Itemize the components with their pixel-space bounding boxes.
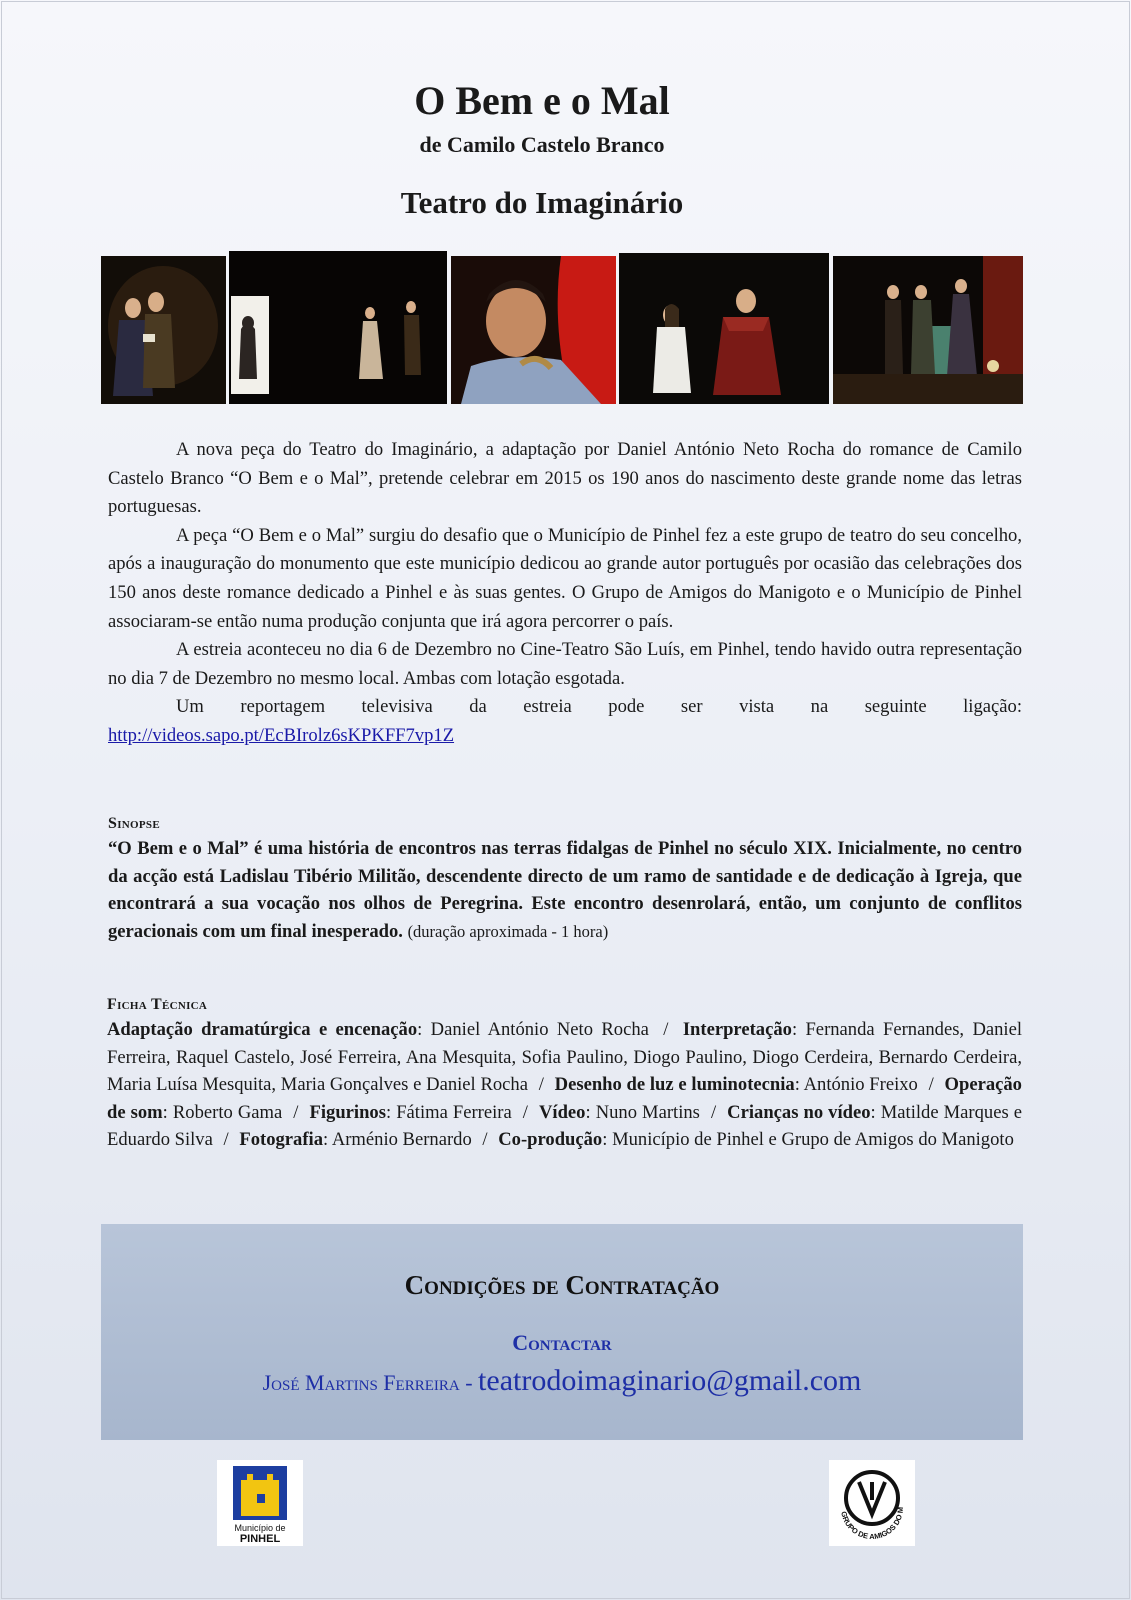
credit-role: Vídeo xyxy=(538,1101,586,1123)
credit-role: Figurinos xyxy=(309,1101,386,1123)
intro-paragraph-3: A estreia aconteceu no dia 6 de Dezembro no Cine-Teatro São Luís, em Pinhel, tendo havido outra representação no dia 7 de Dezembro no mesmo local. Ambas com lotação esgotada. xyxy=(108,639,1022,689)
credit-separator: / xyxy=(663,1019,669,1040)
credit-item: Figurinos: Fátima Ferreira xyxy=(309,1101,512,1123)
pinhel-logo xyxy=(217,1460,303,1546)
credit-names: Arménio Bernardo xyxy=(331,1129,472,1150)
credit-names: Roberto Gama xyxy=(172,1101,283,1123)
credit-separator: / xyxy=(928,1074,934,1095)
contact-label: Contactar xyxy=(512,1330,612,1355)
contact-dash: - xyxy=(459,1370,479,1395)
contract-heading: Condições de Contratação xyxy=(404,1270,720,1300)
video-link[interactable]: http://videos.sapo.pt/EcBIrolz6sKPKFF7vp1Z xyxy=(108,724,455,746)
ficha-heading: Ficha Técnica xyxy=(107,996,208,1013)
credit-item: Adaptação dramatúrgica e encenação: Daniel António Neto Rocha xyxy=(107,1019,649,1040)
page-subtitle: de Camilo Castelo Branco xyxy=(419,132,665,157)
credit-role: Interpretação xyxy=(682,1019,792,1040)
credit-item: Co-produção: Município de Pinhel e Grupo de Amigos do Manigoto xyxy=(498,1129,1014,1150)
intro-paragraph-2: A peça “O Bem e o Mal” surgiu do desafio que o Município de Pinhel fez a este grupo de teatro do seu concelho, após a inauguração do monumento que este município dedicou ao grande autor português por ocasião das celebrações dos 150 anos deste romance dedicado a Pinhel e às suas gentes. O Grupo de Amigos do Manigoto e o Município de Pinhel associaram-se então numa produção conjunta que irá agora percorrer o país. xyxy=(108,524,1022,632)
stage-photo-5 xyxy=(833,256,1023,404)
credit-item: Interpretação: Fernanda Fernandes, Daniel Ferreira, Raquel Castelo, José Ferreira, Ana Mesquita, Sofia Paulino, Diogo Paulino, Diogo Cerdeira, Bernardo Cerdeira, Maria Luísa Mesquita, Maria Gonçalves e Daniel Rocha xyxy=(107,1019,1023,1095)
credit-separator: / xyxy=(522,1101,528,1123)
credit-names: Fernanda Fernandes, Daniel Ferreira, Raquel Castelo, José Ferreira, Ana Mesquita, Sofia Paulino, Diogo Paulino, Diogo Cerdeira, Bernardo Cerdeira, Maria Luísa Mesquita, Maria Gonçalves e Daniel Rocha xyxy=(107,1019,1023,1095)
credit-separator: / xyxy=(293,1101,299,1123)
sinopse-section xyxy=(108,815,1022,945)
credit-names: Matilde Marques e Eduardo Silva xyxy=(107,1101,1022,1150)
credit-item: Desenho de luz e luminotecnia: António Freixo xyxy=(554,1074,918,1095)
ficha-tecnica-section xyxy=(107,996,1022,1154)
credit-role: Operação de som xyxy=(107,1074,1022,1123)
manigoto-logo xyxy=(829,1460,915,1546)
credit-separator: / xyxy=(223,1129,229,1150)
manigoto-logo-text: GRUPO DE AMIGOS DO M xyxy=(839,1506,906,1541)
credit-names: Nuno Martins xyxy=(595,1101,700,1123)
credit-names: António Freixo xyxy=(803,1074,918,1095)
video-link-intro: Um reportagem televisiva da estreia pode ser vista na seguinte ligação: xyxy=(176,696,1022,718)
contact-line xyxy=(101,1364,1023,1398)
credit-item: Fotografia: Arménio Bernardo xyxy=(239,1129,472,1150)
sinopse-text xyxy=(108,835,1022,945)
credit-separator: / xyxy=(538,1074,544,1095)
stage-photo-3 xyxy=(451,256,616,404)
duration-note: (duração aproximada - 1 hora) xyxy=(407,921,609,941)
credit-names: Fátima Ferreira xyxy=(396,1101,512,1123)
credit-role: Fotografia xyxy=(239,1129,324,1150)
intro-paragraph-4 xyxy=(108,693,1022,750)
stage-photo-2 xyxy=(229,251,447,404)
credit-separator: / xyxy=(710,1101,717,1123)
sinopse-body: “O Bem e o Mal” é uma história de encontros nas terras fidalgas de Pinhel no século XIX. Inicialmente, no centro da acção está Ladislau Tibério Militão, descendente directo de um ramo de santidade e de dedicação à Igreja, que encontrará a sua vocação nos olhos de Peregrina. Este encontro desenrolará, então, um conjunto de conflitos geracionais com um final inesperado. xyxy=(108,838,1022,942)
credit-item: Vídeo: Nuno Martins xyxy=(538,1101,700,1123)
photo-strip xyxy=(101,256,1023,404)
credit-role: Crianças no vídeo xyxy=(727,1101,871,1123)
contact-email[interactable]: teatrodoimaginario@gmail.com xyxy=(478,1364,862,1397)
credits-list xyxy=(107,1016,1022,1154)
pinhel-logo-line1: Município de xyxy=(234,1523,286,1533)
credit-item: Operação de som: Roberto Gama xyxy=(107,1074,1022,1123)
credit-role: Co-produção xyxy=(498,1129,603,1150)
stage-photo-1 xyxy=(101,256,226,404)
intro-paragraph-1: A nova peça do Teatro do Imaginário, a adaptação por Daniel António Neto Rocha do romance de Camilo Castelo Branco “O Bem e o Mal”, pretende celebrar em 2015 os 190 anos do nascimento deste grande nome das letras portuguesas. xyxy=(108,439,1022,518)
credit-role: Adaptação dramatúrgica e encenação xyxy=(107,1019,418,1040)
credit-separator: / xyxy=(482,1129,488,1150)
credit-names: Município de Pinhel e Grupo de Amigos do Manigoto xyxy=(612,1129,1014,1150)
intro-text xyxy=(108,436,1022,751)
credit-names: Daniel António Neto Rocha xyxy=(430,1019,649,1040)
contract-box xyxy=(101,1224,1023,1440)
credit-item: Crianças no vídeo: Matilde Marques e Eduardo Silva xyxy=(107,1101,1022,1150)
stage-photo-4 xyxy=(619,253,829,404)
page-title: O Bem e o Mal xyxy=(414,78,670,123)
sinopse-heading: Sinopse xyxy=(108,815,160,832)
company-name: Teatro do Imaginário xyxy=(400,185,684,220)
contact-person: José Martins Ferreira xyxy=(262,1370,460,1395)
credit-role: Desenho de luz e luminotecnia xyxy=(554,1074,795,1095)
pinhel-logo-line2: PINHEL xyxy=(239,1533,281,1545)
